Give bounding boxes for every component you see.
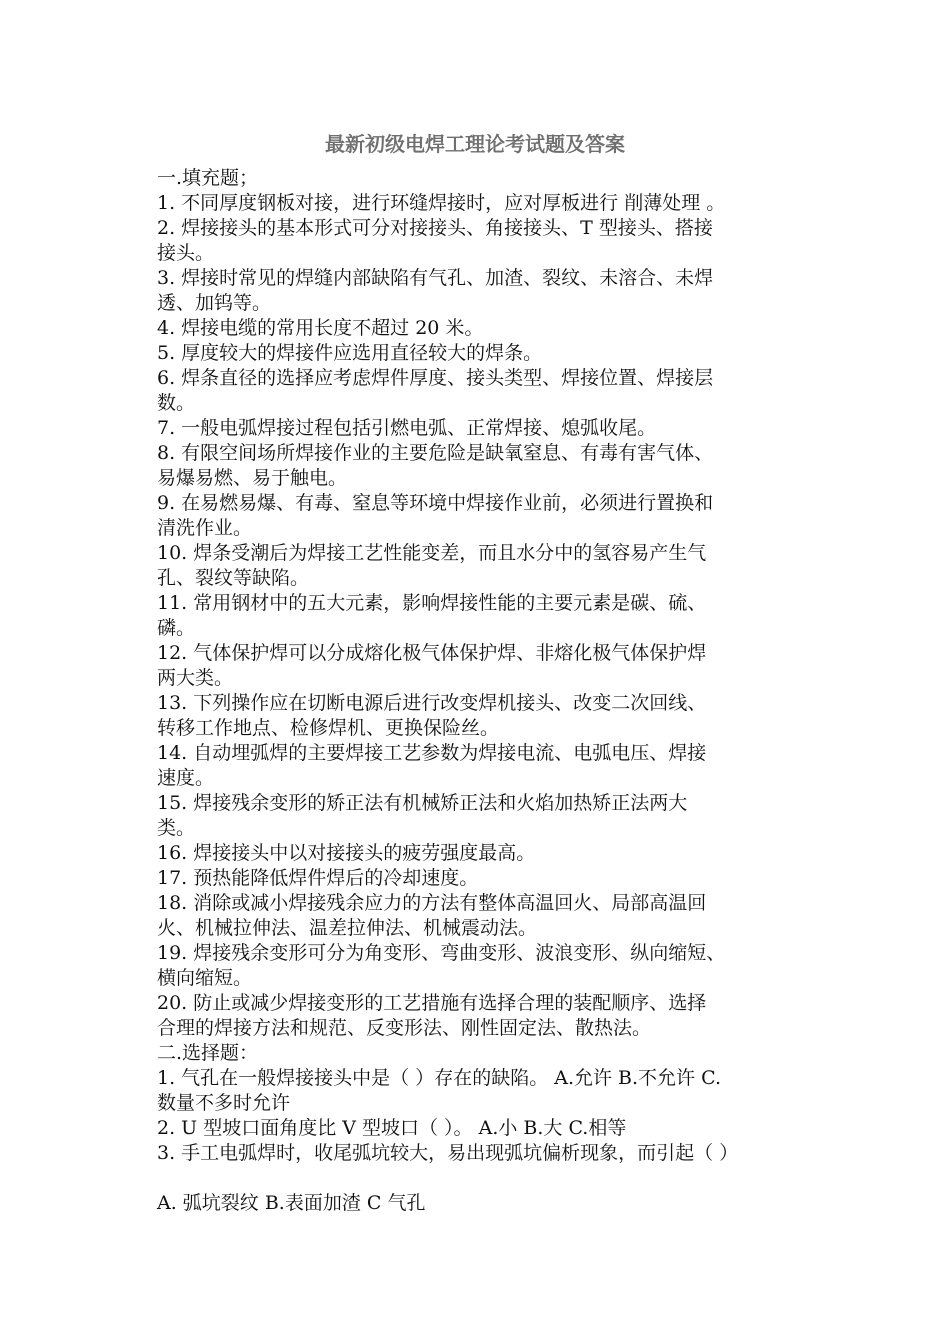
text-line: 3. 手工电弧焊时，收尾弧坑较大，易出现弧坑偏析现象，而引起（ ） xyxy=(157,1142,739,1164)
document-title: 最新初级电焊工理论考试题及答案 xyxy=(325,132,625,156)
text-line: 2. 焊接接头的基本形式可分对接接头、角接接头、T 型接头、搭接 xyxy=(157,217,713,239)
text-line: 1. 气孔在一般焊接接头中是（ ）存在的缺陷。 A.允许 B.不允许 C. xyxy=(157,1067,721,1089)
text-line: 数量不多时允许 xyxy=(157,1092,291,1114)
text-line: 9. 在易燃易爆、有毒、窒息等环境中焊接作业前，必须进行置换和 xyxy=(157,492,714,514)
text-line: 2. U 型坡口面角度比 V 型坡口（ ）。 A.小 B.大 C.相等 xyxy=(157,1117,627,1139)
text-line: 透、加钨等。 xyxy=(157,292,272,314)
text-line: 横向缩短。 xyxy=(157,967,253,989)
text-line: 转移工作地点、检修焊机、更换保险丝。 xyxy=(157,717,500,739)
text-line: 易爆易燃、易于触电。 xyxy=(157,467,348,489)
text-line: 10. 焊条受潮后为焊接工艺性能变差，而且水分中的氢容易产生气 xyxy=(157,542,707,564)
text-line: 类。 xyxy=(157,817,196,839)
text-line: 12. 气体保护焊可以分成熔化极气体保护焊、非熔化极气体保护焊 xyxy=(157,642,707,664)
document-body xyxy=(157,166,797,1216)
text-line: 7. 一般电弧焊接过程包括引燃电弧、正常焊接、熄弧收尾。 xyxy=(157,417,657,439)
text-line: 19. 焊接残余变形可分为角变形、弯曲变形、波浪变形、纵向缩短、 xyxy=(157,942,726,964)
text-line: 两大类。 xyxy=(157,667,234,689)
text-line: 速度。 xyxy=(157,767,215,789)
text-line: 18. 消除或减小焊接残余应力的方法有整体高温回火、局部高温回 xyxy=(157,892,707,914)
text-line: 火、机械拉伸法、温差拉伸法、机械震动法。 xyxy=(157,917,538,939)
text-line: 16. 焊接接头中以对接接头的疲劳强度最高。 xyxy=(157,842,536,864)
text-line: 17. 预热能降低焊件焊后的冷却速度。 xyxy=(157,867,479,889)
text-line: 合理的焊接方法和规范、反变形法、刚性固定法、散热法。 xyxy=(157,1017,652,1039)
text-line: 13. 下列操作应在切断电源后进行改变焊机接头、改变二次回线、 xyxy=(157,692,707,714)
text-line: 磷。 xyxy=(157,617,196,639)
text-line: 3. 焊接时常见的焊缝内部缺陷有气孔、加渣、裂纹、未溶合、未焊 xyxy=(157,267,714,289)
text-line: 清洗作业。 xyxy=(157,517,253,539)
section-heading-choice: 二.选择题： xyxy=(157,1042,259,1064)
text-line: A. 弧坑裂纹 B.表面加渣 C 气孔 xyxy=(157,1192,426,1214)
blank-line xyxy=(157,1166,797,1191)
text-line: 孔、裂纹等缺陷。 xyxy=(157,567,310,589)
text-line: 8. 有限空间场所焊接作业的主要危险是缺氧窒息、有毒有害气体、 xyxy=(157,442,714,464)
text-line: 6. 焊条直径的选择应考虑焊件厚度、接头类型、焊接位置、焊接层 xyxy=(157,367,714,389)
text-line: 15. 焊接残余变形的矫正法有机械矫正法和火焰加热矫正法两大 xyxy=(157,792,688,814)
text-line: 数。 xyxy=(157,392,196,414)
text-line: 11. 常用钢材中的五大元素，影响焊接性能的主要元素是碳、硫、 xyxy=(157,592,707,614)
section-heading-fill-in: 一.填充题； xyxy=(157,167,259,189)
text-line: 4. 焊接电缆的常用长度不超过 20 米。 xyxy=(157,317,484,339)
text-line: 14. 自动埋弧焊的主要焊接工艺参数为焊接电流、电弧电压、焊接 xyxy=(157,742,707,764)
text-line: 5. 厚度较大的焊接件应选用直径较大的焊条。 xyxy=(157,342,543,364)
text-line: 20. 防止或减少焊接变形的工艺措施有选择合理的装配顺序、选择 xyxy=(157,992,707,1014)
text-line: 1. 不同厚度钢板对接，进行环缝焊接时，应对厚板进行 削薄处理 。 xyxy=(157,192,726,214)
text-line: 接头。 xyxy=(157,242,215,264)
